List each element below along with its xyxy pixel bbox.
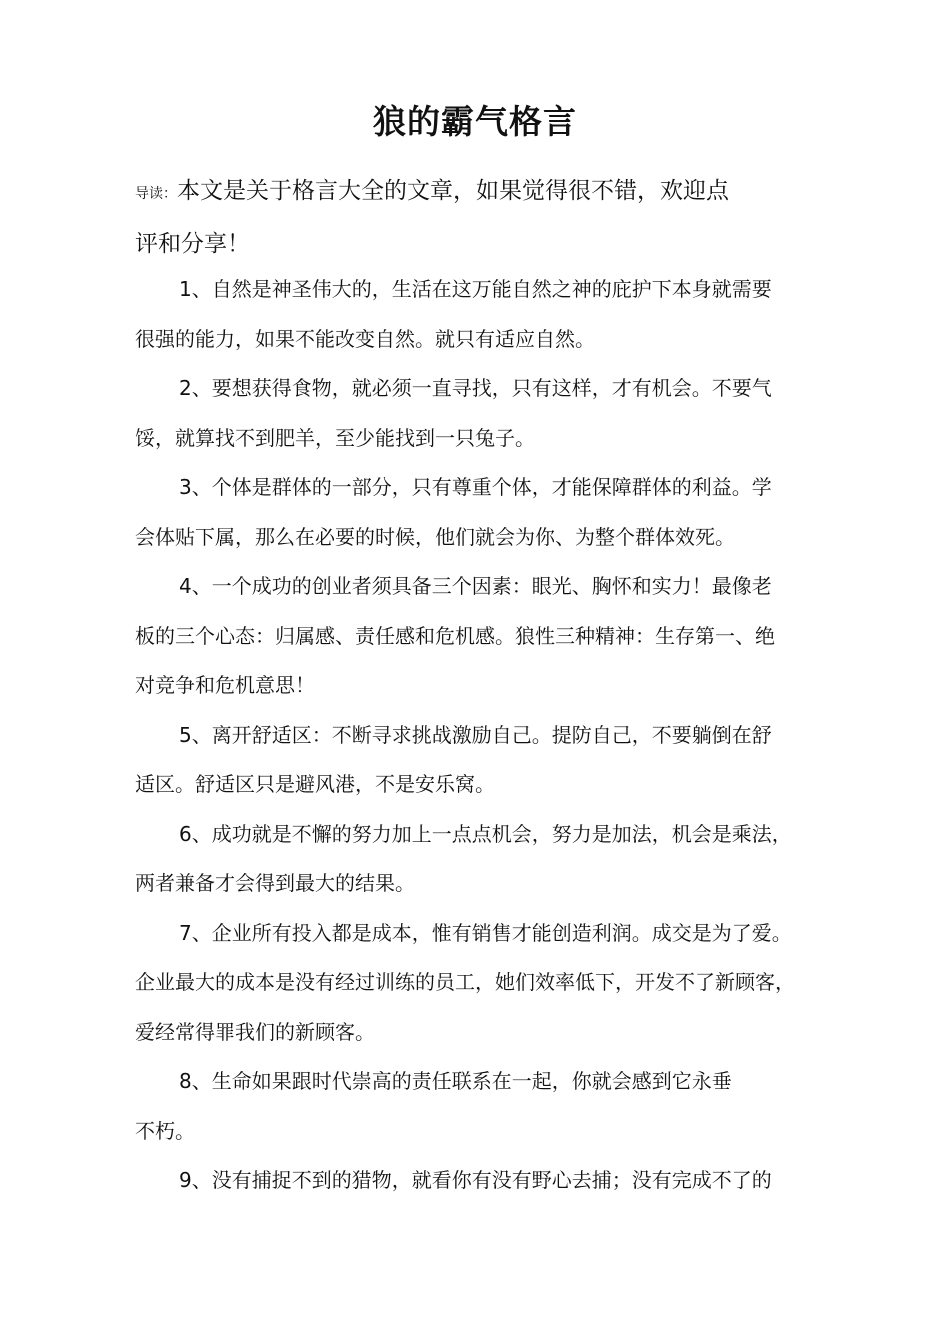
paragraph-text: 、成功就是不懈的努力加上一点点机会，努力是加法，机会是乘法， <box>191 821 792 846</box>
paragraph-line: 板的三个心态：归属感、责任感和危机感。狼性三种精神：生存第一、绝 <box>135 623 775 648</box>
paragraph-number: 5 <box>179 722 192 747</box>
quote-paragraph-3 <box>135 463 835 562</box>
paragraph-number: 4 <box>179 574 192 598</box>
quote-paragraph-8 <box>135 1057 835 1156</box>
quote-paragraph-7 <box>135 909 835 1058</box>
paragraph-line <box>135 810 835 860</box>
paragraph-line: 适区。舒适区只是避风港，不是安乐窝。 <box>135 772 495 796</box>
intro-line-2: 评和分享！ <box>135 231 250 257</box>
paragraph-text: 、企业所有投入都是成本，惟有销售才能创造利润。成交是为了爱。 <box>191 920 792 945</box>
quote-paragraph-4 <box>135 562 835 711</box>
paragraph-line: 不朽。 <box>135 1118 195 1143</box>
paragraph-number: 8 <box>179 1069 192 1093</box>
paragraph-line <box>135 562 835 612</box>
paragraph-number: 1 <box>179 277 192 301</box>
paragraph-number: 6 <box>179 821 192 846</box>
quote-paragraph-9 <box>135 1156 835 1206</box>
quote-paragraph-5 <box>135 711 835 810</box>
paragraph-number: 2 <box>179 376 192 400</box>
intro-text-1: 本文是关于格言大全的文章，如果觉得很不错，欢迎点 <box>177 178 729 204</box>
intro-line-1 <box>135 166 835 219</box>
quotes-list <box>135 265 835 1206</box>
paragraph-line: 会体贴下属，那么在必要的时候，他们就会为你、为整个群体效死。 <box>135 524 735 549</box>
paragraph-line: 企业最大的成本是没有经过训练的员工，她们效率低下，开发不了新顾客， <box>135 970 795 994</box>
quote-paragraph-6 <box>135 810 835 909</box>
paragraph-line <box>135 364 835 414</box>
paragraph-line <box>135 1057 835 1107</box>
paragraph-text: 、生命如果跟时代崇高的责任联系在一起，你就会感到它永垂 <box>191 1069 732 1093</box>
paragraph-number: 9 <box>179 1168 192 1192</box>
paragraph-line <box>135 711 835 761</box>
paragraph-line: 馁，就算找不到肥羊，至少能找到一只兔子。 <box>135 425 535 450</box>
paragraph-line: 两者兼备才会得到最大的结果。 <box>135 871 415 895</box>
paragraph-text: 、个体是群体的一部分，只有尊重个体，才能保障群体的利益。学 <box>191 475 772 499</box>
paragraph-text: 、一个成功的创业者须具备三个因素：眼光、胸怀和实力！最像老 <box>191 574 772 598</box>
intro-lead-label: 导读： <box>135 186 177 202</box>
paragraph-text: 、没有捕捉不到的猎物，就看你有没有野心去捕；没有完成不了的 <box>191 1168 772 1192</box>
paragraph-line: 很强的能力，如果不能改变自然。就只有适应自然。 <box>135 326 595 351</box>
paragraph-text: 、自然是神圣伟大的，生活在这万能自然之神的庇护下本身就需要 <box>191 277 772 301</box>
quote-paragraph-2 <box>135 364 835 463</box>
paragraph-line <box>135 463 835 513</box>
intro-paragraph <box>135 166 835 269</box>
paragraph-number: 7 <box>179 920 192 945</box>
paragraph-line <box>135 265 835 315</box>
paragraph-line: 爱经常得罪我们的新顾客。 <box>135 1019 375 1044</box>
paragraph-number: 3 <box>179 475 192 499</box>
document-title: 狼的霸气格言 <box>373 102 577 141</box>
paragraph-line <box>135 1156 835 1206</box>
paragraph-text: 、要想获得食物，就必须一直寻找，只有这样，才有机会。不要气 <box>191 376 772 400</box>
quote-paragraph-1 <box>135 265 835 364</box>
paragraph-text: 、离开舒适区：不断寻求挑战激励自己。提防自己，不要躺倒在舒 <box>191 722 772 747</box>
paragraph-line: 对竞争和危机意思！ <box>135 673 315 697</box>
paragraph-line <box>135 909 835 959</box>
